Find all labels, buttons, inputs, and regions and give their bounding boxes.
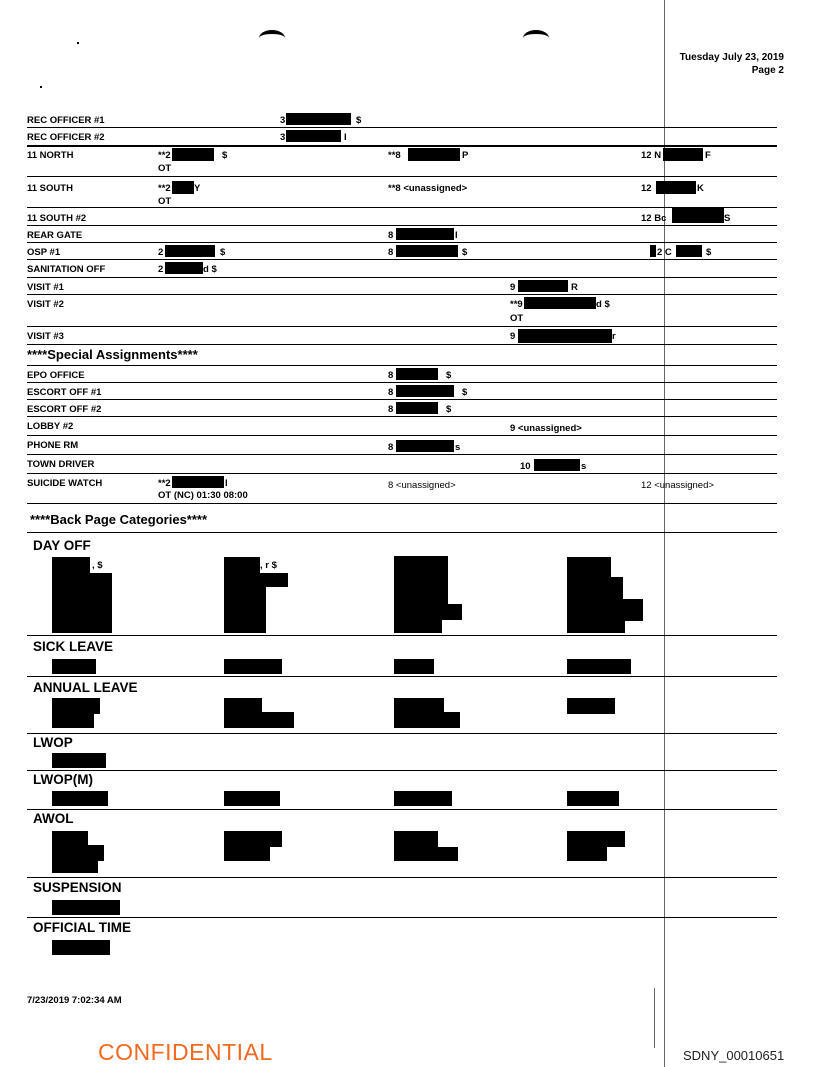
redaction bbox=[165, 262, 203, 274]
row-divider bbox=[27, 365, 777, 366]
row-label-phone-rm: PHONE RM bbox=[27, 440, 79, 451]
11-south-2-c4: 12 Bc bbox=[641, 213, 667, 224]
redaction bbox=[567, 659, 631, 674]
redaction bbox=[224, 791, 280, 806]
row-label-11-south-2: 11 SOUTH #2 bbox=[27, 213, 87, 224]
redaction bbox=[396, 440, 454, 452]
row-divider bbox=[27, 770, 777, 771]
osp-1-c2: 8 bbox=[388, 247, 394, 258]
11-south-2-c4-suffix: S bbox=[724, 213, 731, 224]
escort-off-1-c2-suffix: $ bbox=[462, 387, 468, 398]
confidential-stamp: CONFIDENTIAL bbox=[98, 1039, 273, 1065]
sanitation-off-c0-suffix: d $ bbox=[203, 264, 217, 275]
rec-officer-2-post: 3 bbox=[280, 132, 286, 143]
redaction bbox=[567, 599, 643, 621]
redaction bbox=[52, 659, 96, 674]
row-divider bbox=[27, 809, 777, 810]
punch-mark-left bbox=[259, 30, 285, 46]
sanitation-off-c0: 2 bbox=[158, 264, 164, 275]
osp-1-c2-suffix: $ bbox=[462, 247, 468, 258]
redaction bbox=[52, 940, 110, 955]
day-off-c2-suffix: , r $ bbox=[260, 560, 277, 571]
row-label-lobby-2: LOBBY #2 bbox=[27, 421, 74, 432]
page-date: Tuesday July 23, 2019 bbox=[679, 52, 784, 63]
11-north-c2: **8 bbox=[388, 150, 401, 161]
redaction bbox=[286, 113, 351, 125]
speck bbox=[40, 86, 42, 88]
row-label-rear-gate: REAR GATE bbox=[27, 230, 83, 241]
redaction bbox=[52, 861, 98, 873]
row-divider bbox=[27, 145, 777, 147]
redaction bbox=[224, 573, 288, 587]
redaction bbox=[52, 753, 106, 768]
redaction bbox=[394, 847, 458, 861]
row-divider bbox=[27, 399, 777, 400]
bates-number: SDNY_00010651 bbox=[683, 1048, 785, 1063]
redaction bbox=[224, 659, 282, 674]
redaction bbox=[286, 130, 341, 142]
row-divider bbox=[27, 242, 777, 243]
row-label-rec-officer-2: REC OFFICER #2 bbox=[27, 132, 105, 143]
row-divider bbox=[27, 733, 777, 734]
redaction bbox=[52, 698, 100, 714]
redaction bbox=[224, 587, 266, 633]
redaction bbox=[394, 831, 438, 847]
rear-gate-c2-suffix: I bbox=[455, 230, 458, 241]
redaction bbox=[172, 476, 224, 488]
redaction bbox=[52, 791, 108, 806]
print-timestamp: 7/23/2019 7:02:34 AM bbox=[27, 995, 122, 1006]
11-south-c0-suffix: Y bbox=[194, 183, 201, 194]
redaction bbox=[408, 148, 460, 161]
row-divider bbox=[27, 259, 777, 260]
epo-office-c2-suffix: $ bbox=[446, 370, 452, 381]
rec-officer-2-suffix: I bbox=[344, 132, 347, 143]
redaction bbox=[172, 148, 214, 161]
11-north-c2-suffix: P bbox=[462, 150, 469, 161]
redaction bbox=[394, 620, 442, 633]
suicide-watch-c4: 12 <unassigned> bbox=[641, 480, 714, 491]
section-heading-special-assignments: ****Special Assignments**** bbox=[27, 347, 198, 362]
row-divider bbox=[27, 877, 777, 878]
osp-1-c4-suffix: $ bbox=[706, 247, 712, 258]
category-sick-leave: SICK LEAVE bbox=[33, 639, 114, 654]
epo-office-c2: 8 bbox=[388, 370, 394, 381]
redaction bbox=[396, 385, 454, 397]
row-divider bbox=[27, 473, 777, 474]
redaction bbox=[524, 297, 596, 309]
redaction bbox=[224, 712, 294, 728]
row-label-escort-off-1: ESCORT OFF #1 bbox=[27, 387, 102, 398]
category-lwop-m: LWOP(M) bbox=[33, 772, 93, 787]
row-divider bbox=[27, 503, 777, 504]
row-divider bbox=[27, 225, 777, 226]
redaction bbox=[52, 831, 88, 845]
row-divider bbox=[27, 917, 777, 918]
row-divider bbox=[27, 416, 777, 417]
row-label-visit-3: VISIT #3 bbox=[27, 331, 64, 342]
redaction bbox=[396, 245, 458, 257]
phone-rm-c2: 8 bbox=[388, 442, 394, 453]
redaction bbox=[396, 402, 438, 414]
redaction bbox=[567, 791, 619, 806]
redaction bbox=[394, 791, 452, 806]
row-label-11-north: 11 NORTH bbox=[27, 150, 74, 161]
escort-off-1-c2: 8 bbox=[388, 387, 394, 398]
row-divider bbox=[27, 176, 777, 177]
punch-mark-right bbox=[523, 30, 549, 46]
osp-1-c0-suffix: $ bbox=[220, 247, 226, 258]
phone-rm-c2-suffix: s bbox=[455, 442, 461, 453]
row-label-town-driver: TOWN DRIVER bbox=[27, 459, 95, 470]
11-north-c0-suffix: $ bbox=[222, 150, 228, 161]
row-divider bbox=[27, 532, 777, 533]
section-heading-back-page: ****Back Page Categories**** bbox=[30, 512, 208, 527]
rear-gate-c2: 8 bbox=[388, 230, 394, 241]
redaction bbox=[567, 557, 611, 577]
visit-2-c3-sub: OT bbox=[510, 313, 524, 324]
redaction bbox=[165, 245, 215, 257]
row-divider bbox=[27, 635, 777, 636]
row-label-escort-off-2: ESCORT OFF #2 bbox=[27, 404, 102, 415]
redaction bbox=[394, 698, 444, 712]
11-north-c0: **2 bbox=[158, 150, 171, 161]
11-south-c4-suffix: K bbox=[697, 183, 704, 194]
redaction bbox=[567, 831, 625, 847]
town-driver-c3: 10 bbox=[520, 461, 531, 472]
escort-off-2-c2-suffix: $ bbox=[446, 404, 452, 415]
visit-2-c3-suffix: d $ bbox=[596, 299, 610, 310]
redaction bbox=[224, 557, 260, 573]
escort-off-2-c2: 8 bbox=[388, 404, 394, 415]
row-label-sanitation-off: SANITATION OFF bbox=[27, 264, 106, 275]
redaction bbox=[224, 698, 262, 712]
redaction bbox=[518, 280, 568, 292]
row-divider bbox=[27, 207, 777, 208]
category-suspension: SUSPENSION bbox=[33, 880, 122, 895]
category-official-time: OFFICIAL TIME bbox=[33, 920, 131, 935]
visit-1-c3: 9 bbox=[510, 282, 516, 293]
redaction bbox=[567, 621, 625, 633]
row-label-suicide-watch: SUICIDE WATCH bbox=[27, 478, 103, 489]
11-south-c2: **8 <unassigned> bbox=[388, 183, 468, 194]
rec-officer-1-post: 3 bbox=[280, 115, 286, 126]
suicide-watch-c0-suffix: I bbox=[225, 478, 228, 489]
row-divider bbox=[27, 294, 777, 295]
row-divider bbox=[27, 435, 777, 436]
fold-line-lower bbox=[654, 988, 655, 1048]
suicide-watch-c0: **2 bbox=[158, 478, 171, 489]
suicide-watch-c0-sub: OT (NC) 01:30 08:00 bbox=[158, 490, 248, 501]
11-north-c0-sub: OT bbox=[158, 163, 172, 174]
redaction bbox=[567, 577, 623, 599]
redaction bbox=[567, 698, 615, 714]
row-divider bbox=[27, 344, 777, 345]
osp-1-c0: 2 bbox=[158, 247, 164, 258]
redaction bbox=[394, 712, 460, 728]
redaction bbox=[394, 556, 448, 604]
suicide-watch-c2: 8 <unassigned> bbox=[388, 480, 456, 491]
category-day-off: DAY OFF bbox=[33, 538, 91, 553]
page-number: Page 2 bbox=[751, 65, 784, 76]
row-label-visit-1: VISIT #1 bbox=[27, 282, 64, 293]
day-off-c1-suffix: , $ bbox=[92, 560, 103, 571]
row-divider bbox=[27, 382, 777, 383]
row-label-rec-officer-1: REC OFFICER #1 bbox=[27, 115, 105, 126]
11-south-c4: 12 bbox=[641, 183, 652, 194]
11-south-c0: **2 bbox=[158, 183, 171, 194]
redaction bbox=[52, 845, 104, 861]
redaction bbox=[52, 573, 112, 633]
redaction bbox=[224, 847, 270, 861]
town-driver-c3-suffix: s bbox=[581, 461, 587, 472]
rec-officer-1-suffix: $ bbox=[356, 115, 362, 126]
row-divider bbox=[27, 676, 777, 677]
category-lwop: LWOP bbox=[33, 735, 73, 750]
row-label-epo-office: EPO OFFICE bbox=[27, 370, 85, 381]
row-label-osp-1: OSP #1 bbox=[27, 247, 61, 258]
redaction bbox=[52, 557, 90, 573]
redaction bbox=[534, 459, 580, 471]
row-divider bbox=[27, 454, 777, 455]
11-north-c4: 12 N bbox=[641, 150, 662, 161]
redaction bbox=[52, 714, 94, 728]
11-north-c4-suffix: F bbox=[705, 150, 711, 161]
lobby-2-c3: 9 <unassigned> bbox=[510, 423, 582, 434]
redaction bbox=[672, 208, 724, 223]
redaction bbox=[650, 245, 656, 257]
row-label-11-south: 11 SOUTH bbox=[27, 183, 73, 194]
redaction bbox=[518, 329, 612, 343]
visit-2-c3: **9 bbox=[510, 299, 523, 310]
redaction bbox=[663, 148, 703, 161]
redaction bbox=[394, 659, 434, 674]
redaction bbox=[656, 181, 696, 194]
visit-1-c3-suffix: R bbox=[571, 282, 578, 293]
redaction bbox=[396, 228, 454, 240]
row-divider bbox=[27, 326, 777, 327]
redaction bbox=[396, 368, 438, 380]
visit-3-c3: 9 bbox=[510, 331, 516, 342]
redaction bbox=[567, 847, 607, 861]
category-awol: AWOL bbox=[33, 811, 74, 826]
row-divider bbox=[27, 127, 777, 128]
redaction bbox=[676, 245, 702, 257]
redaction bbox=[394, 604, 462, 620]
redaction bbox=[172, 181, 194, 194]
speck bbox=[77, 42, 79, 44]
category-annual-leave: ANNUAL LEAVE bbox=[33, 680, 138, 695]
redaction bbox=[224, 831, 282, 847]
row-label-visit-2: VISIT #2 bbox=[27, 299, 64, 310]
redaction bbox=[52, 900, 120, 915]
visit-3-c3-suffix: r bbox=[612, 331, 616, 342]
osp-1-c4: 2 C bbox=[657, 247, 672, 258]
11-south-c0-sub: OT bbox=[158, 196, 172, 207]
row-divider bbox=[27, 277, 777, 278]
